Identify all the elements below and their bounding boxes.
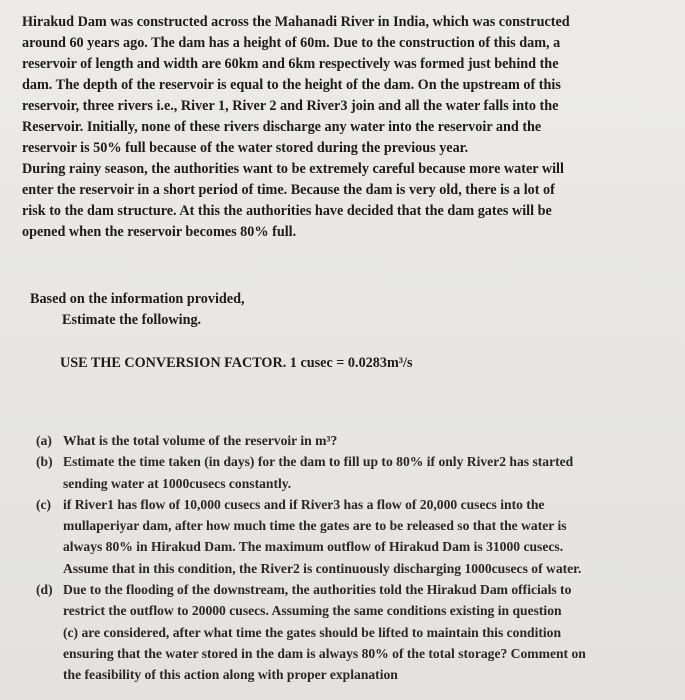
question-line: ensuring that the water stored in the dam is always 80% of the total storage? Comment on [63,645,586,661]
question-line: always 80% in Hirakud Dam. The maximum outflow of Hirakud Dam is 31000 cusecs. [63,539,564,555]
paragraph-line: During rainy season, the authorities want to be extremely careful because more water will [22,161,564,177]
question-line: mullaperiyar dam, after how much time the gates are to be released so that the water is [63,518,567,534]
conversion-factor: USE THE CONVERSION FACTOR. 1 cusec = 0.0283m³/s [60,355,413,371]
paragraph-line: risk to the dam structure. At this the authorities have decided that the dam gates will be [22,203,552,219]
question-line: if River1 has flow of 10,000 cusecs and if River3 has a flow of 20,000 cusecs into the [63,496,545,512]
question-line: restrict the outflow to 20000 cusecs. Assuming the same conditions existing in question [63,603,562,619]
question-line: Assume that in this condition, the River2 is continuously discharging 1000cusecs of water. [63,560,582,576]
paragraph-line: reservoir is 50% full because of the water stored during the previous year. [22,140,469,156]
problem-paragraph [22,12,667,243]
question-b [30,451,665,494]
paragraph-line: enter the reservoir in a short period of time. Because the dam is very old, there is a lot of [22,182,555,198]
intro-line-1: Based on the information provided, [30,291,245,307]
question-d [30,579,665,685]
question-label: (b) [36,454,53,470]
question-line: (c) are considered, after what time the gates should be lifted to maintain this condition [63,624,562,640]
question-line: sending water at 1000cusecs constantly. [63,475,292,491]
question-label: (d) [36,582,53,598]
paragraph-line: dam. The depth of the reservoir is equal to the height of the dam. On the upstream of this [22,77,561,93]
question-list [30,430,665,686]
paragraph-line: reservoir, three rivers i.e., River 1, River 2 and River3 join and all the water falls into the [22,98,559,114]
question-label: (c) [36,496,52,512]
intro-line-2: Estimate the following. [62,312,202,328]
question-line: the feasibility of this action along with proper explanation [63,667,398,683]
question-line: Due to the flooding of the downstream, the authorities told the Hirakud Dam officials to [63,582,572,598]
instructions [30,289,650,331]
paragraph-line: opened when the reservoir becomes 80% full. [22,224,297,240]
question-c [30,494,665,579]
question-label: (a) [36,433,52,448]
question-line: What is the total volume of the reservoir in m³? [63,433,338,448]
paragraph-line: reservoir of length and width are 60km and 6km respectively was formed just behind the [22,56,559,72]
paragraph-line: Hirakud Dam was constructed across the Mahanadi River in India, which was constructed [22,14,570,30]
question-line: Estimate the time taken (in days) for the dam to fill up to 80% if only River2 has started [63,454,574,470]
paragraph-line: around 60 years ago. The dam has a height of 60m. Due to the construction of this dam, a [22,35,561,51]
question-a [30,430,665,451]
paragraph-line: Reservoir. Initially, none of these rivers discharge any water into the reservoir and the [22,119,542,135]
